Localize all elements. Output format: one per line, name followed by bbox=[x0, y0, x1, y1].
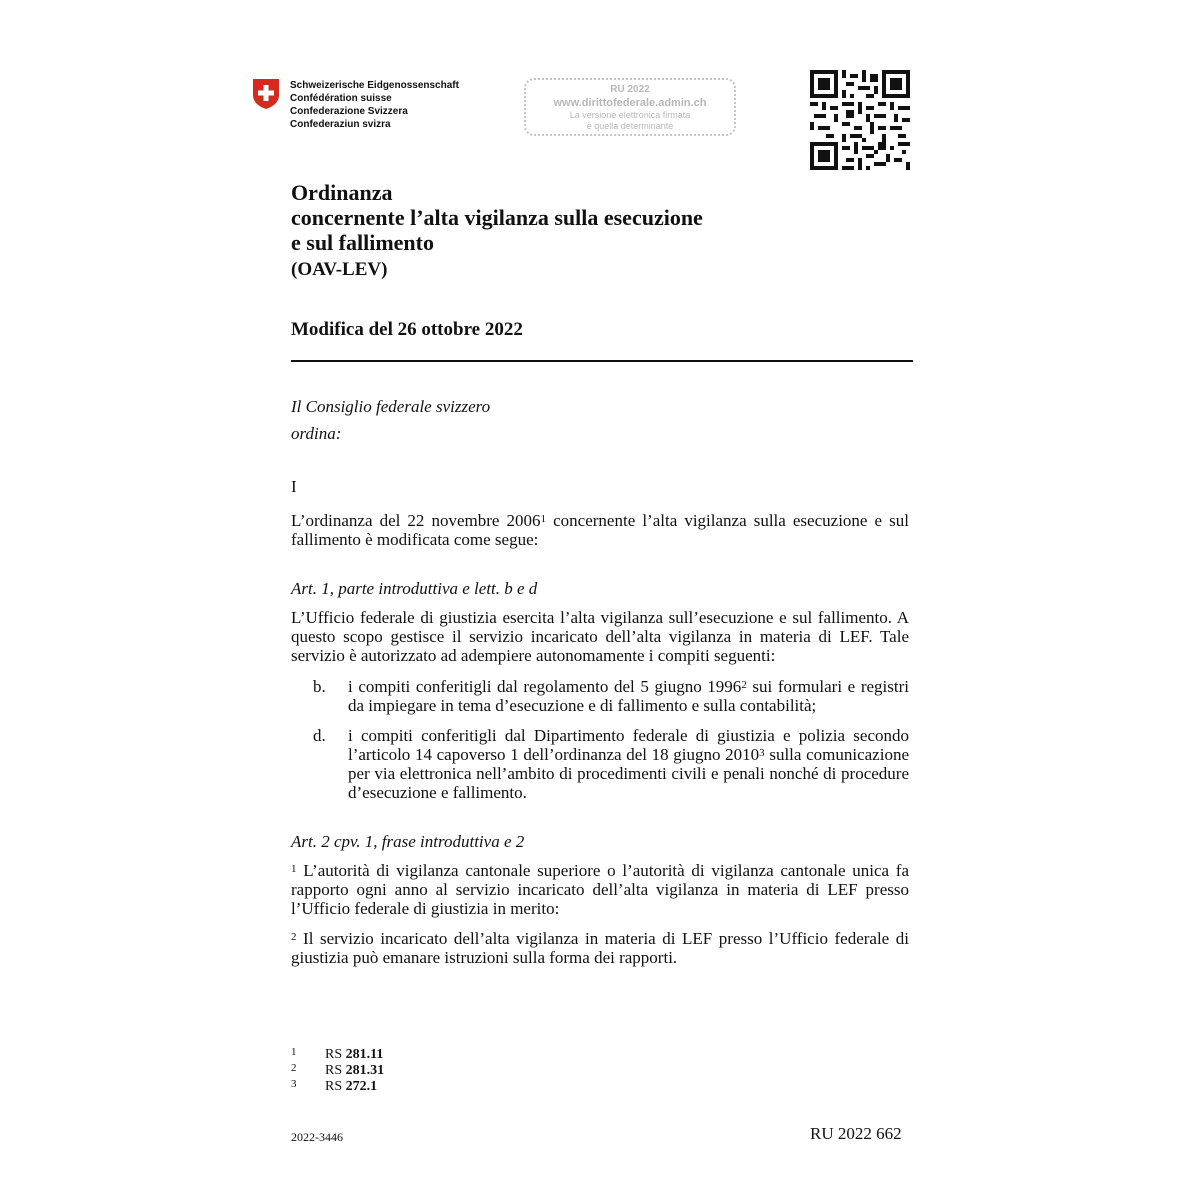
footnote bbox=[291, 1079, 377, 1095]
intro-text: concernente l’alta vigilanza sulla esecuzione e sul fallimento è modificata come segue: bbox=[291, 511, 909, 549]
list-item-d bbox=[291, 726, 909, 802]
list-text-part: i compiti conferitigli dal Dipartimento federale di giustizia e polizia secondo l’articolo 14 capoverso 1 dell’ordinanza del 18 giugno 2010 bbox=[348, 726, 909, 764]
title-line: e sul fallimento bbox=[291, 230, 434, 255]
divider bbox=[291, 360, 913, 362]
document-title bbox=[291, 180, 703, 255]
paragraph-number: 1 bbox=[291, 863, 297, 875]
footnote bbox=[291, 1047, 383, 1063]
paragraph-number: 2 bbox=[291, 931, 297, 943]
art2-heading: Art. 2 cpv. 1, frase introduttiva e 2 bbox=[291, 832, 525, 851]
footnote-ref-number: 272.1 bbox=[345, 1079, 378, 1094]
document-abbreviation: (OAV-LEV) bbox=[291, 259, 388, 280]
list-text bbox=[348, 726, 909, 802]
section-numeral: I bbox=[291, 477, 297, 496]
footnote-ref-number: 281.31 bbox=[345, 1063, 385, 1078]
footnote-ref[interactable]: 2 bbox=[741, 679, 747, 691]
stamp-line: RU 2022 bbox=[610, 84, 650, 95]
footnote-prefix: RS bbox=[325, 1063, 346, 1078]
art2-para2 bbox=[291, 929, 909, 967]
title-line: Ordinanza bbox=[291, 180, 393, 205]
preamble-line: ordina: bbox=[291, 424, 342, 443]
art1-heading: Art. 1, parte introduttiva e lett. b e d bbox=[291, 579, 538, 598]
footnote-number: 2 bbox=[291, 1062, 297, 1074]
art2-para1 bbox=[291, 861, 909, 918]
confederation-name bbox=[290, 79, 459, 131]
list-text-part: i compiti conferitigli dal regolamento del 5 giugno 1996 bbox=[348, 677, 742, 696]
electronic-signature-stamp bbox=[524, 78, 736, 136]
footnote-number: 1 bbox=[291, 1046, 297, 1058]
list-item-b bbox=[291, 677, 909, 715]
art1-text: L’Ufficio federale di giustizia esercita l’alta vigilanza sull’esecuzione e sul fallimento. A questo scopo gestisce il servizio incaricato dell’alta vigilanza in materia di LEF. Tale servizio è autorizzato ad adempiere autonomamente i compiti seguenti: bbox=[291, 608, 909, 665]
qr-code-icon bbox=[810, 70, 910, 170]
list-text-part: sui formulari e registri da impiegare in tema d’esecuzione e di fallimento e sulla contabilità; bbox=[348, 677, 909, 715]
title-line: concernente l’alta vigilanza sulla esecuzione bbox=[291, 205, 703, 230]
confederation-line: Confederazione Svizzera bbox=[290, 106, 408, 117]
confederation-line: Confédération suisse bbox=[290, 93, 392, 104]
footnote-number: 3 bbox=[291, 1078, 297, 1090]
footnote-prefix: RS bbox=[325, 1047, 346, 1062]
list-label: d. bbox=[313, 726, 326, 745]
intro-text: L’ordinanza del 22 novembre 2006 bbox=[291, 511, 541, 530]
footnote bbox=[291, 1063, 384, 1079]
paragraph-text: L’autorità di vigilanza cantonale superiore o l’autorità di vigilanza cantonale unica fa rapporto ogni anno al servizio incaricato dell’alta vigilanza in materia di LEF presso l’Ufficio federale di giustizia in merito: bbox=[291, 861, 909, 918]
page-reference: RU 2022 662 bbox=[810, 1124, 902, 1143]
confederation-line: Confederaziun svizra bbox=[290, 119, 391, 130]
stamp-line: è quella determinante bbox=[586, 121, 674, 131]
footnote-ref[interactable]: 1 bbox=[540, 513, 547, 525]
stamp-url[interactable]: www.dirittofederale.admin.ch bbox=[553, 97, 707, 109]
footnote-ref-number: 281.11 bbox=[345, 1047, 384, 1062]
preamble-line: Il Consiglio federale svizzero bbox=[291, 397, 491, 416]
stamp-line: La versione elettronica firmata bbox=[569, 110, 691, 120]
modification-date: Modifica del 26 ottobre 2022 bbox=[291, 319, 523, 340]
section-intro bbox=[291, 511, 909, 549]
confederation-line: Schweizerische Eidgenossenschaft bbox=[290, 80, 459, 91]
footnote-ref[interactable]: 3 bbox=[759, 747, 765, 759]
list-text-part: sulla comunicazione per via elettronica nell’ambito di procedimenti civili e penali nonché di procedure d’esecuzione e fallimento. bbox=[348, 745, 909, 802]
footnote-prefix: RS bbox=[325, 1079, 346, 1094]
document-id: 2022-3446 bbox=[291, 1130, 343, 1144]
paragraph-text: Il servizio incaricato dell’alta vigilanza in materia di LEF presso l’Ufficio federale di giustizia può emanare istruzioni sulla forma dei rapporti. bbox=[291, 929, 909, 967]
preamble bbox=[291, 393, 490, 447]
list-text bbox=[348, 677, 909, 715]
swiss-shield-icon bbox=[252, 78, 280, 110]
list-label: b. bbox=[313, 677, 326, 696]
